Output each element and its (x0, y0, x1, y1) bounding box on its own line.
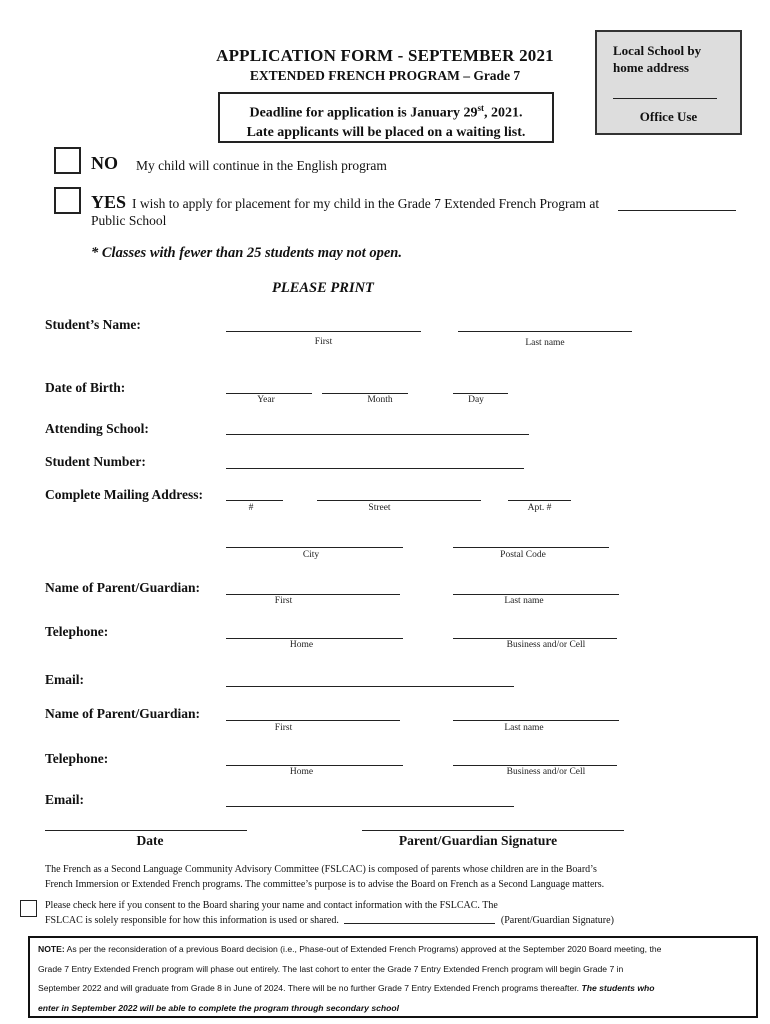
email1-field[interactable] (226, 686, 514, 687)
mailing-address-label: Complete Mailing Address: (45, 487, 203, 502)
parent1-first-name-field[interactable] (226, 594, 400, 595)
deadline-line-2: Late applicants will be placed on a waiting list. (246, 124, 526, 140)
fslcac-paragraph: The French as a Second Language Community Advisory Committee (FSLCAC) is composed of parents whose children are in the Board’s French Immersion or Extended French programs. The committee’s purpose is to advise the Board on French as a Second Language matters. (45, 864, 605, 890)
parent1-last-caption: Last name (504, 596, 544, 606)
office-use-box (595, 30, 742, 135)
parent1-last-name-field[interactable] (453, 594, 619, 595)
note-box: NOTE: As per the reconsideration of a previous Board decision (i.e., Phase-out of Extended French Programs) approved at the September 2020 Board meeting, the Grade 7 Entry Extended French program will phase out entirely. The last cohort to enter the Grade 7 Entry Extended French program will begin Grade 7 in September 2022 and will graduate from Grade 8 in June of 2024. There will be no further Grade 7 Entry Extended French programs thereafter. The students who enter in September 2022 will be able to complete the program through secondary school (28, 936, 758, 1018)
parent-signature-field[interactable] (362, 830, 624, 831)
yes-checkbox[interactable] (54, 187, 81, 214)
student-first-name-field[interactable] (226, 331, 421, 332)
dob-year-field[interactable] (226, 393, 312, 394)
date-field[interactable] (45, 830, 247, 831)
parent2-first-name-field[interactable] (226, 720, 400, 721)
last-name-caption: Last name (525, 338, 565, 348)
consent-signature-field[interactable] (344, 923, 495, 924)
apt-caption: Apt. # (527, 503, 552, 513)
telephone1-home-field[interactable] (226, 638, 403, 639)
dob-day-field[interactable] (453, 393, 508, 394)
telephone2-home-field[interactable] (226, 765, 403, 766)
postal-code-field[interactable] (453, 547, 609, 548)
telephone1-label: Telephone: (45, 624, 109, 639)
postal-code-caption: Postal Code (500, 550, 546, 560)
month-caption: Month (367, 395, 393, 405)
no-checkbox[interactable] (54, 147, 81, 174)
email2-field[interactable] (226, 806, 514, 807)
form-subtitle: EXTENDED FRENCH PROGRAM – Grade 7 (249, 68, 521, 83)
home2-caption: Home (289, 767, 314, 777)
please-print: PLEASE PRINT (272, 280, 374, 296)
city-field[interactable] (226, 547, 403, 548)
yes-text: I wish to apply for placement for my child in the Grade 7 Extended French Program at (132, 196, 600, 211)
day-caption: Day (468, 395, 484, 405)
attending-school-field[interactable] (226, 434, 529, 435)
no-text: My child will continue in the English program (136, 158, 387, 173)
class-size-notice: * Classes with fewer than 25 students may not open. (91, 245, 402, 261)
consent-text: Please check here if you consent to the Board sharing your name and contact information with the FSLCAC. The FSLCAC is solely responsible for how this information is used or shared. (Parent/Guardian Signature) (45, 900, 614, 926)
business1-caption: Business and/or Cell (506, 640, 586, 650)
email1-label: Email: (45, 672, 84, 687)
student-number-field[interactable] (226, 468, 524, 469)
no-label: NO (91, 153, 118, 173)
office-label: Local School by home address (613, 43, 702, 75)
consent-checkbox[interactable] (20, 900, 37, 917)
parent2-last-caption: Last name (504, 723, 544, 733)
parent2-first-caption: First (274, 723, 293, 733)
form-title: APPLICATION FORM - SEPTEMBER 2021 (216, 46, 554, 65)
school-name-field[interactable] (618, 210, 736, 211)
parent2-last-name-field[interactable] (453, 720, 619, 721)
dob-label: Date of Birth: (45, 380, 126, 395)
email2-label: Email: (45, 792, 84, 807)
address-number-field[interactable] (226, 500, 283, 501)
city-caption: City (302, 550, 320, 560)
parent1-first-caption: First (274, 596, 293, 606)
student-last-name-field[interactable] (458, 331, 632, 332)
telephone2-label: Telephone: (45, 751, 109, 766)
parent2-name-label: Name of Parent/Guardian: (45, 706, 200, 721)
year-caption: Year (257, 395, 275, 405)
telephone2-business-field[interactable] (453, 765, 617, 766)
hash-caption: # (248, 503, 254, 513)
office-blank-line (613, 98, 717, 99)
deadline-box (218, 92, 554, 143)
dob-month-field[interactable] (322, 393, 408, 394)
business2-caption: Business and/or Cell (506, 767, 586, 777)
note-label: NOTE: (38, 944, 65, 954)
parent-signature-caption: Parent/Guardian Signature (398, 833, 558, 848)
date-caption: Date (136, 833, 164, 848)
student-number-label: Student Number: (45, 454, 146, 469)
home1-caption: Home (289, 640, 314, 650)
street-caption: Street (368, 503, 391, 513)
yes-label: YES (91, 192, 127, 212)
address-apt-field[interactable] (508, 500, 571, 501)
office-use-label: Office Use (639, 109, 698, 124)
yes-text-public-school: Public School (91, 213, 167, 228)
parent1-name-label: Name of Parent/Guardian: (45, 580, 200, 595)
deadline-line-1: Deadline for application is January 29st, 2021. (249, 103, 523, 121)
address-street-field[interactable] (317, 500, 481, 501)
student-name-label: Student’s Name: (45, 317, 141, 332)
attending-school-label: Attending School: (45, 421, 149, 436)
first-caption: First (314, 337, 333, 347)
telephone1-business-field[interactable] (453, 638, 617, 639)
